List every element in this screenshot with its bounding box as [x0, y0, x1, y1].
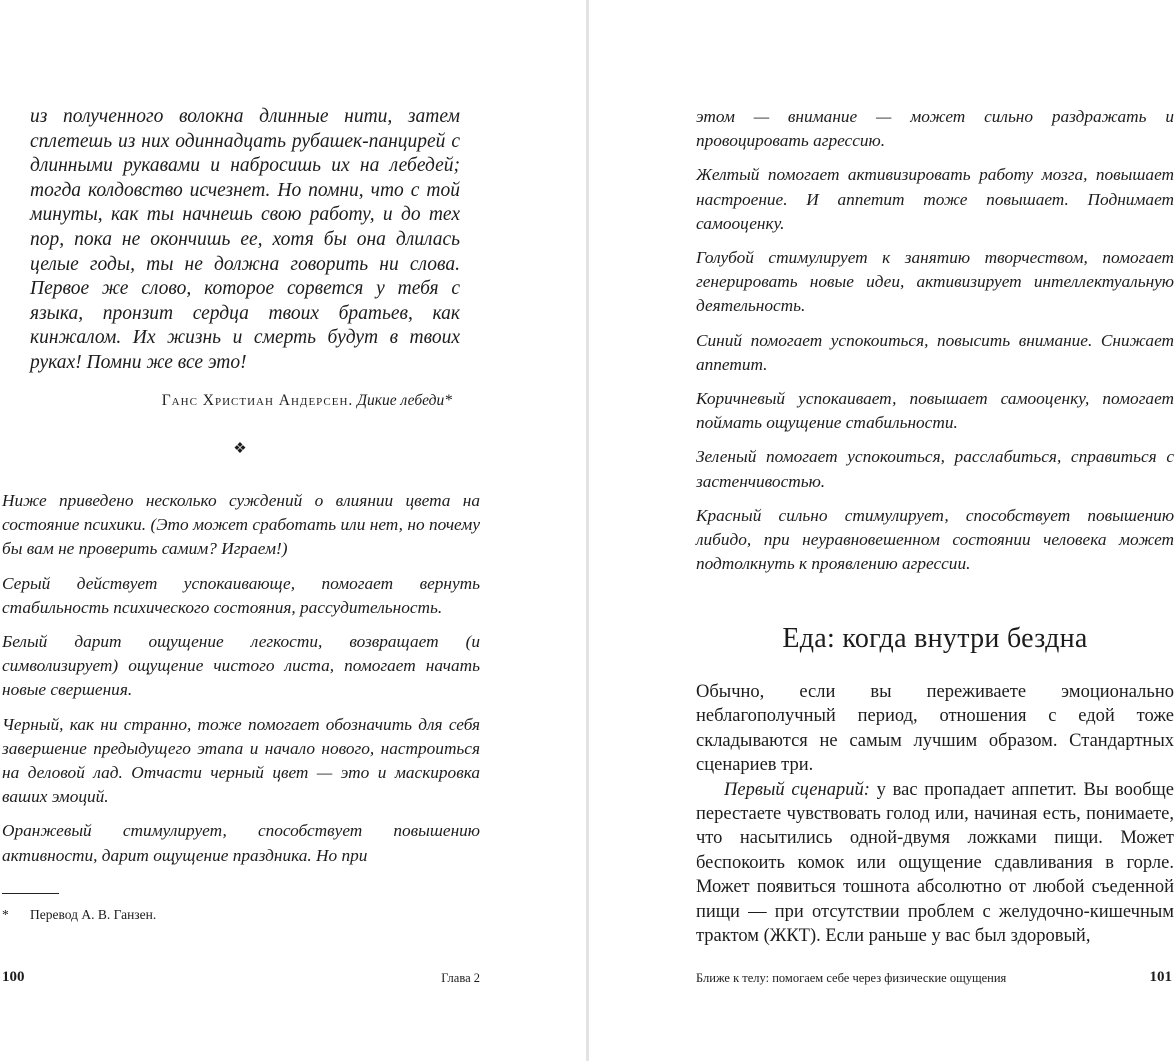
page-number-left: 100 [2, 969, 25, 985]
paragraph: Зеленый помогает успокоиться, расслабиться, справиться с застенчивостью. [696, 447, 1174, 491]
footnote-rule [2, 893, 59, 894]
book-spine [586, 0, 589, 1061]
paragraph: Желтый помогает активизировать работу мозга, повышает настроение. И аппетит тоже повышает. Поднимает самооценку. [696, 165, 1174, 233]
body-text [696, 680, 1174, 948]
left-page [0, 0, 586, 1061]
footnote [2, 907, 156, 923]
page-number-right: 101 [1149, 969, 1172, 985]
running-head-right: Ближе к телу: помогаем себе через физические ощущения [696, 971, 1007, 985]
right-page [590, 0, 1176, 1061]
paragraph: Черный, как ни странно, тоже помогает обозначить для себя завершение предыдущего этапа и начало нового, настроиться на деловой лад. Отчасти черный цвет — это и маскировка ваших эмоций. [2, 714, 480, 807]
right-column-text [696, 105, 1174, 586]
epigraph-attribution [30, 392, 452, 410]
left-column-text [2, 489, 480, 878]
scenario-text: у вас пропадает аппетит. Вы вообще перестаете чувствовать голод или, начиная есть, понимаете, что насытились одной-двумя ложками пищи. Может беспокоить комок или ощущение сдавливания в горле. Может появиться тошнота абсолютно от любой съеденной пищи — при отсутствии проблем с желудочно-кишечным трактом (ЖКТ). Если раньше у вас был здоровый, [696, 779, 1174, 947]
paragraph: этом — внимание — может сильно раздражать и провоцировать агрессию. [696, 107, 1174, 151]
epigraph: из полученного волокна длинные нити, затем сплетешь из них одиннадцать рубашек-панцирей с длинными рукавами и набросишь их на лебедей; тогда колдовство исчезнет. Но помни, что с той минуты, как ты начнешь свою работу, и до тех пор, пока не окончишь ее, хотя бы она длилась целые годы, ты не должна говорить ни слова. Первое же слово, которое сорвется у тебя с языка, пронзит сердца твоих братьев, как кинжалом. Их жизнь и смерть будут в твоих руках! Помни же все это! [30, 106, 460, 373]
paragraph: Голубой стимулирует к занятию творчеством, помогает генерировать новые идеи, активизирует интеллектуальную деятельность. [696, 248, 1174, 316]
paragraph: Белый дарит ощущение легкости, возвращает (и символизирует) ощущение чистого листа, помогает начать новые свершения. [2, 632, 480, 700]
footnote-mark: * [2, 907, 9, 922]
running-head-left: Глава 2 [441, 971, 480, 985]
scenario-label: Первый сценарий: [724, 779, 870, 800]
body-paragraph: Обычно, если вы переживаете эмоционально неблагополучный период, отношения с едой тоже складываются не самым лучшим образом. Стандартных сценариев три. [696, 682, 1174, 776]
epigraph-author: Ганс Христиан Андерсен. [161, 392, 354, 409]
section-ornament: ❖ [233, 441, 247, 457]
epigraph-work: Дикие лебеди* [357, 392, 452, 409]
footnote-text: Перевод А. В. Ганзен. [30, 907, 157, 922]
paragraph: Синий помогает успокоиться, повысить внимание. Снижает аппетит. [696, 330, 1174, 374]
paragraph: Коричневый успокаивает, повышает самооценку, помогает поймать ощущение стабильности. [696, 389, 1174, 433]
section-heading: Еда: когда внутри бездна [782, 623, 1088, 654]
paragraph: Оранжевый стимулирует, способствует повышению активности, дарит ощущение праздника. Но при [2, 821, 480, 865]
body-paragraph [696, 778, 1174, 949]
paragraph: Красный сильно стимулирует, способствует повышению либидо, при неуравновешенном состоянии человека может подтолкнуть к проявлению агрессии. [696, 505, 1174, 574]
paragraph: Серый действует успокаивающе, помогает вернуть стабильность психического состояния, рассудительность. [2, 573, 480, 617]
paragraph: Ниже приведено несколько суждений о влиянии цвета на состояние психики. (Это может сработать или нет, но почему бы вам не проверить самим? Играем!) [2, 491, 480, 559]
